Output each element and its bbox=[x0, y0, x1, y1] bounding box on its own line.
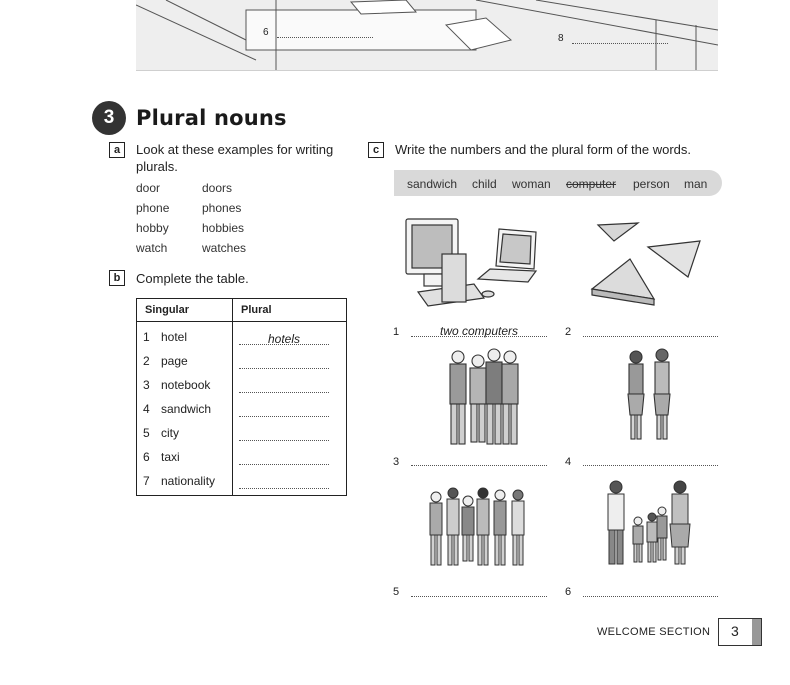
item-2-answer[interactable] bbox=[583, 324, 718, 337]
men-picture bbox=[444, 345, 524, 450]
row-plural-answer[interactable]: hotels bbox=[239, 332, 329, 345]
item-1-number: 1 bbox=[393, 326, 400, 338]
row-singular-word: sandwich bbox=[161, 402, 212, 416]
section-title: Plural nouns bbox=[136, 106, 287, 130]
classroom-illustration bbox=[136, 0, 718, 71]
item-3-answer[interactable] bbox=[411, 453, 547, 466]
page-tab-shade bbox=[752, 619, 761, 645]
example-plural: hobbies bbox=[202, 221, 245, 235]
item-2-number: 2 bbox=[565, 326, 572, 338]
children-picture bbox=[600, 477, 695, 569]
item-4-answer[interactable] bbox=[583, 453, 718, 466]
example-plural: phones bbox=[202, 201, 242, 215]
word-bank-item: man bbox=[684, 177, 708, 191]
word-bank bbox=[394, 170, 722, 196]
row-singular-word: notebook bbox=[161, 378, 211, 392]
part-b-label: b bbox=[109, 270, 125, 286]
word-bank-item: person bbox=[633, 177, 670, 191]
header-plural: Plural bbox=[241, 304, 272, 316]
row-plural-answer[interactable] bbox=[239, 428, 329, 441]
table-header bbox=[137, 299, 346, 322]
row-number: 4 bbox=[143, 402, 150, 416]
row-number: 6 bbox=[143, 450, 150, 464]
page-number-box bbox=[718, 618, 762, 646]
item-3-number: 3 bbox=[393, 456, 400, 468]
illustration-item-8-answer-line[interactable] bbox=[572, 43, 668, 44]
row-number: 2 bbox=[143, 354, 150, 368]
row-singular-word: city bbox=[161, 426, 179, 440]
part-c-label: c bbox=[368, 142, 384, 158]
section-number-badge: 3 bbox=[92, 101, 126, 135]
examples-singular-column bbox=[136, 178, 169, 258]
item-6-answer[interactable] bbox=[583, 584, 718, 597]
example-plural: doors bbox=[202, 181, 233, 195]
row-plural-answer[interactable] bbox=[239, 476, 329, 489]
row-singular-word: page bbox=[161, 354, 188, 368]
computers-picture bbox=[404, 214, 544, 309]
row-plural-answer[interactable] bbox=[239, 356, 329, 369]
part-a-label: a bbox=[109, 142, 125, 158]
example-singular: phone bbox=[136, 201, 170, 215]
example-singular: hobby bbox=[136, 221, 169, 235]
row-singular-word: taxi bbox=[161, 450, 180, 464]
examples-plural-column bbox=[202, 178, 246, 258]
example-singular: watch bbox=[136, 241, 168, 255]
illustration-item-8-number: 8 bbox=[558, 33, 564, 44]
table-row bbox=[137, 398, 346, 422]
item-6-number: 6 bbox=[565, 586, 572, 598]
row-plural-answer[interactable] bbox=[239, 380, 329, 393]
row-number: 5 bbox=[143, 426, 150, 440]
table-row bbox=[137, 470, 346, 494]
part-c-instruction: Write the numbers and the plural form of the words. bbox=[395, 142, 692, 157]
header-singular: Singular bbox=[145, 304, 190, 316]
word-bank-item: woman bbox=[512, 177, 551, 191]
page-number: 3 bbox=[731, 623, 739, 639]
word-bank-item-crossed-out: computer bbox=[566, 177, 617, 191]
example-plural: watches bbox=[202, 241, 247, 255]
item-5-answer[interactable] bbox=[411, 584, 547, 597]
people-picture bbox=[426, 483, 532, 573]
word-bank-item: sandwich bbox=[407, 177, 458, 191]
table-row bbox=[137, 422, 346, 446]
illustration-item-6-number: 6 bbox=[263, 27, 269, 38]
part-a-instruction: Look at these examples for writing plurals. bbox=[136, 142, 334, 174]
plural-table bbox=[136, 298, 347, 496]
row-singular-word: nationality bbox=[161, 474, 216, 488]
item-5-number: 5 bbox=[393, 586, 400, 598]
row-plural-answer[interactable] bbox=[239, 452, 329, 465]
table-row bbox=[137, 326, 346, 350]
women-picture bbox=[620, 345, 680, 445]
footer-section-label: WELCOME SECTION bbox=[597, 626, 711, 638]
row-number: 7 bbox=[143, 474, 150, 488]
table-row bbox=[137, 446, 346, 470]
row-singular-word: hotel bbox=[161, 330, 188, 344]
table-row bbox=[137, 350, 346, 374]
classroom-drawing bbox=[136, 0, 718, 70]
sandwiches-picture bbox=[590, 219, 710, 309]
item-4-number: 4 bbox=[565, 456, 572, 468]
table-row bbox=[137, 374, 346, 398]
part-b-instruction: Complete the table. bbox=[136, 271, 249, 286]
word-bank-item: child bbox=[472, 177, 497, 191]
illustration-item-6-answer-line[interactable] bbox=[277, 37, 373, 38]
row-plural-answer[interactable] bbox=[239, 404, 329, 417]
row-number: 3 bbox=[143, 378, 150, 392]
item-1-answer[interactable]: two computers bbox=[411, 324, 547, 337]
example-singular: door bbox=[136, 181, 161, 195]
row-number: 1 bbox=[143, 330, 150, 344]
